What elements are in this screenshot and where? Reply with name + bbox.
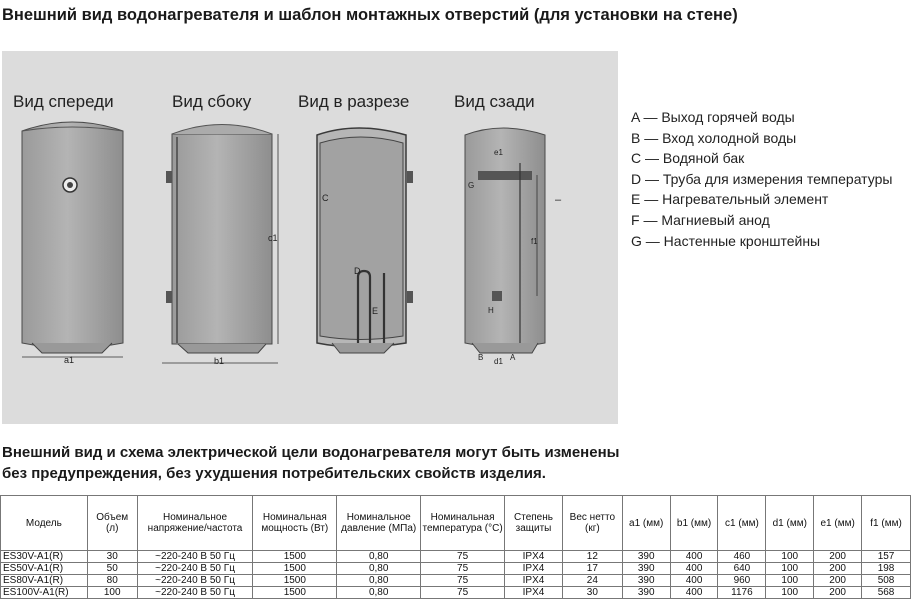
table-cell: 100 bbox=[766, 575, 814, 587]
table-cell: 200 bbox=[814, 575, 862, 587]
label-g: G bbox=[468, 181, 475, 190]
label-a: A bbox=[510, 353, 516, 362]
table-header: Объем (л) bbox=[87, 496, 137, 551]
side-view-label: Вид сбоку bbox=[172, 92, 252, 111]
table-cell: 1500 bbox=[253, 551, 337, 563]
page-title: Внешний вид водонагревателя и шаблон монтажных отверстий (для установки на стене) bbox=[2, 6, 738, 24]
table-cell: ~220-240 В 50 Гц bbox=[137, 575, 253, 587]
table-cell: 100 bbox=[766, 563, 814, 575]
legend-item: A — Выход горячей воды bbox=[631, 109, 795, 125]
front-view-drawing bbox=[22, 122, 123, 365]
table-header: f1 (мм) bbox=[862, 496, 911, 551]
table-header: Степень защиты bbox=[505, 496, 563, 551]
table-cell: 75 bbox=[421, 563, 505, 575]
dim-d1: d1 bbox=[494, 357, 503, 366]
dim-c1: c1 bbox=[268, 233, 278, 243]
dim-b1: b1 bbox=[214, 356, 225, 366]
dim-f1: f1 bbox=[531, 237, 538, 246]
legend-item: F — Магниевый анод bbox=[631, 211, 770, 228]
table-cell: 75 bbox=[421, 587, 505, 599]
section-view-drawing bbox=[317, 128, 413, 353]
table-cell: 198 bbox=[862, 563, 911, 575]
table-cell: 100 bbox=[766, 551, 814, 563]
legend-item: C — Водяной бак bbox=[631, 150, 745, 167]
table-cell: IPX4 bbox=[505, 587, 563, 599]
table-cell: 30 bbox=[87, 551, 137, 563]
table-cell: 100 bbox=[766, 587, 814, 599]
legend-item: B — Вход холодной воды bbox=[631, 129, 797, 146]
table-cell: 1500 bbox=[253, 563, 337, 575]
table-cell: 460 bbox=[718, 551, 766, 563]
table-header-row bbox=[1, 496, 911, 551]
dim-e1: e1 bbox=[494, 148, 503, 157]
table-cell: 200 bbox=[814, 587, 862, 599]
label-c: C bbox=[322, 193, 329, 203]
table-cell: 400 bbox=[670, 551, 718, 563]
table-row bbox=[1, 551, 911, 563]
table-row bbox=[1, 563, 911, 575]
table-cell: 0,80 bbox=[337, 551, 421, 563]
back-view-drawing bbox=[465, 128, 562, 366]
table-cell: 30 bbox=[562, 587, 622, 599]
table-cell: 390 bbox=[622, 587, 670, 599]
label-b: B bbox=[478, 353, 484, 362]
table-cell: 0,80 bbox=[337, 563, 421, 575]
table-cell: 0,80 bbox=[337, 587, 421, 599]
table-cell: 24 bbox=[562, 575, 622, 587]
table-cell: ~220-240 В 50 Гц bbox=[137, 587, 253, 599]
table-header: Модель bbox=[1, 496, 88, 551]
table-header: Вес нетто (кг) bbox=[562, 496, 622, 551]
label-e: E bbox=[372, 306, 379, 316]
table-cell: 400 bbox=[670, 563, 718, 575]
table-cell: 390 bbox=[622, 575, 670, 587]
table-cell: IPX4 bbox=[505, 575, 563, 587]
model-cell: ES100V-A1(R) bbox=[1, 587, 88, 599]
table-cell: 1500 bbox=[253, 575, 337, 587]
table-row bbox=[1, 587, 911, 599]
table-header: a1 (мм) bbox=[622, 496, 670, 551]
table-cell: 400 bbox=[670, 587, 718, 599]
side-view-drawing bbox=[162, 125, 278, 367]
table-cell: 400 bbox=[670, 575, 718, 587]
table-cell: 80 bbox=[87, 575, 137, 587]
table-cell: 75 bbox=[421, 551, 505, 563]
table-cell: 390 bbox=[622, 563, 670, 575]
table-cell: 1176 bbox=[718, 587, 766, 599]
front-view-label: Вид спереди bbox=[13, 92, 114, 111]
back-view-label: Вид сзади bbox=[454, 92, 535, 111]
table-cell: ~220-240 В 50 Гц bbox=[137, 563, 253, 575]
table-cell: 200 bbox=[814, 551, 862, 563]
table-header: d1 (мм) bbox=[766, 496, 814, 551]
legend-item: G — Настенные кронштейны bbox=[631, 232, 821, 249]
table-cell: ~220-240 В 50 Гц bbox=[137, 551, 253, 563]
table-header: Номинальное напряжение/частота bbox=[137, 496, 253, 551]
table-cell: 0,80 bbox=[337, 575, 421, 587]
table-cell: 960 bbox=[718, 575, 766, 587]
table-cell: 1500 bbox=[253, 587, 337, 599]
table-header: e1 (мм) bbox=[814, 496, 862, 551]
legend bbox=[631, 107, 892, 251]
table-cell: 568 bbox=[862, 587, 911, 599]
legend-item: D — Труба для измерения температуры bbox=[631, 170, 893, 187]
table-header: Номинальная мощность (Вт) bbox=[253, 496, 337, 551]
wall-bracket bbox=[478, 171, 532, 180]
table-cell: 200 bbox=[814, 563, 862, 575]
label-h: H bbox=[488, 306, 494, 315]
specifications-table bbox=[0, 495, 911, 599]
table-cell: IPX4 bbox=[505, 551, 563, 563]
table-cell: 17 bbox=[562, 563, 622, 575]
model-cell: ES30V-A1(R) bbox=[1, 551, 88, 563]
table-header: b1 (мм) bbox=[670, 496, 718, 551]
table-cell: 12 bbox=[562, 551, 622, 563]
table-cell: 390 bbox=[622, 551, 670, 563]
label-d: D bbox=[354, 266, 361, 276]
dash-mark: – bbox=[555, 194, 562, 206]
notice-text: Внешний вид и схема электрической цели водонагревателя могут быть изменены без предупреждения, без ухудшения потребительских свойств изделия. bbox=[2, 444, 620, 482]
model-cell: ES50V-A1(R) bbox=[1, 563, 88, 575]
model-cell: ES80V-A1(R) bbox=[1, 575, 88, 587]
table-row bbox=[1, 575, 911, 587]
table-cell: 75 bbox=[421, 575, 505, 587]
table-header: c1 (мм) bbox=[718, 496, 766, 551]
dim-a1: a1 bbox=[64, 355, 75, 365]
table-cell: 157 bbox=[862, 551, 911, 563]
table-cell: 640 bbox=[718, 563, 766, 575]
table-cell: 50 bbox=[87, 563, 137, 575]
table-cell: 100 bbox=[87, 587, 137, 599]
installation-diagram-panel bbox=[2, 51, 618, 424]
legend-item: E — Нагревательный элемент bbox=[631, 191, 829, 208]
table-cell: IPX4 bbox=[505, 563, 563, 575]
section-view-label: Вид в разрезе bbox=[298, 92, 410, 111]
table-header: Номинальное давление (МПа) bbox=[337, 496, 421, 551]
table-cell: 508 bbox=[862, 575, 911, 587]
heater-drawings bbox=[2, 51, 618, 424]
table-header: Номинальная температура (°С) bbox=[421, 496, 505, 551]
